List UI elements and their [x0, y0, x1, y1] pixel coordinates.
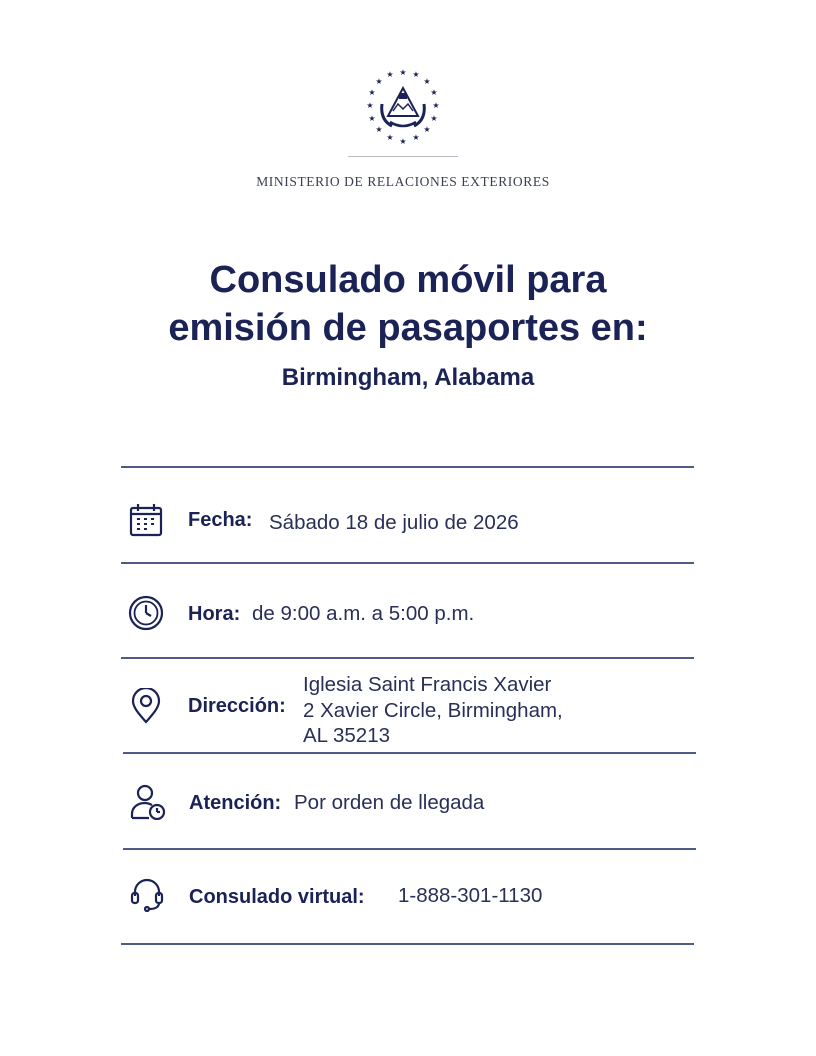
- svg-text:★: ★: [399, 68, 407, 77]
- svg-text:★: ★: [412, 70, 420, 79]
- virtual-label: Consulado virtual:: [189, 886, 365, 908]
- hora-value: de 9:00 a.m. a 5:00 p.m.: [252, 602, 475, 625]
- title-line-2: emisión de pasaportes en:: [168, 307, 648, 349]
- divider: [123, 848, 696, 850]
- divider: [121, 657, 694, 659]
- user-clock-icon: [130, 784, 166, 820]
- svg-text:★: ★: [412, 133, 420, 142]
- atencion-value: Por orden de llegada: [294, 791, 485, 814]
- fecha-label: Fecha:: [188, 509, 253, 531]
- divider: [121, 943, 694, 945]
- divider: [121, 466, 694, 468]
- hora-label: Hora:: [188, 603, 241, 625]
- svg-text:★: ★: [375, 125, 383, 134]
- detail-row-hora: [120, 593, 700, 633]
- page-title: [0, 256, 816, 352]
- direccion-line-2: 2 Xavier Circle, Birmingham,: [303, 699, 563, 722]
- headset-icon: [129, 876, 165, 912]
- svg-text:★: ★: [366, 101, 374, 110]
- svg-text:★: ★: [423, 125, 431, 134]
- direccion-line-1: Iglesia Saint Francis Xavier: [303, 673, 552, 696]
- el-salvador-coat-of-arms-icon: [358, 64, 448, 154]
- svg-text:★: ★: [430, 114, 438, 123]
- title-line-1: Consulado móvil para: [209, 259, 607, 301]
- virtual-phone[interactable]: 1-888-301-1130: [398, 884, 543, 907]
- svg-text:★: ★: [368, 88, 376, 97]
- svg-text:★: ★: [432, 101, 440, 110]
- detail-row-fecha: [120, 500, 700, 540]
- divider: [123, 752, 696, 754]
- svg-text:★: ★: [368, 114, 376, 123]
- atencion-label: Atención:: [189, 792, 282, 814]
- clock-icon: [128, 595, 164, 631]
- location-pin-icon: [128, 688, 164, 724]
- ministry-name: MINISTERIO DE RELACIONES EXTERIORES: [256, 174, 550, 189]
- direccion-line-3: AL 35213: [303, 724, 391, 747]
- calendar-icon: [128, 502, 164, 538]
- detail-row-direccion: [120, 670, 700, 750]
- detail-row-atencion: [120, 782, 700, 822]
- svg-text:★: ★: [386, 133, 394, 142]
- svg-text:★: ★: [430, 88, 438, 97]
- svg-text:★: ★: [386, 70, 394, 79]
- fecha-value: Sábado 18 de julio de 2026: [269, 511, 519, 534]
- detail-row-virtual: [120, 876, 700, 916]
- direccion-label: Dirección:: [188, 695, 286, 717]
- location-subtitle: Birmingham, Alabama: [281, 364, 535, 391]
- svg-text:★: ★: [375, 77, 383, 86]
- svg-text:★: ★: [399, 137, 407, 146]
- emblem-divider: [348, 156, 458, 157]
- svg-text:★: ★: [423, 77, 431, 86]
- divider: [121, 562, 694, 564]
